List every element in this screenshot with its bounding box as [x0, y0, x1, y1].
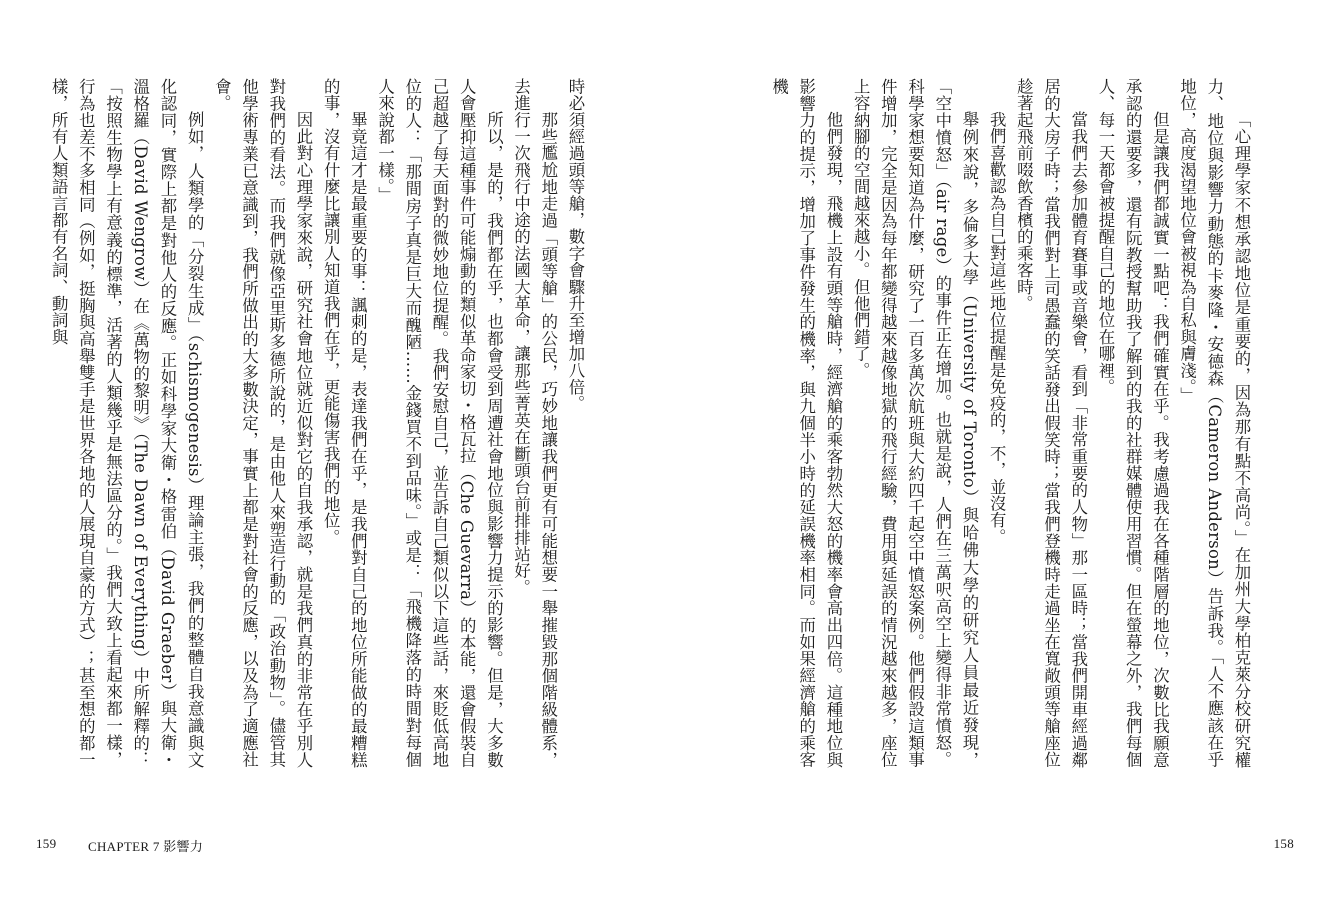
paragraph: 舉例來說，多倫多大學（University of Toronto）與哈佛大學的研究人員最近發現，「空中憤怒」（air rage）的事件正在增加。也就是說，人們在三萬呎高空上變得非常憤怒。科學家想要知道為什麼，研究了一百多萬次航班與大約四千起空中憤怒案例。他們假設這類事件增加，完全是因為每年都變得越來越像地獄的飛行經驗，費用與延誤的情況越來越多，座位上容納腳的空間越來越小。但他們錯了。	[851, 78, 979, 768]
page-number: 158	[1273, 836, 1294, 851]
paragraph: 時必須經過頭等艙，數字會驟升至增加八倍。	[566, 78, 585, 412]
paragraph: 所以，是的，我們都在乎，也都會受到周遭社會地位與影響力提示的影響。但是，大多數人會壓抑這種事件可能煽動的類似革命家切・格瓦拉（Che Guevarra）的本能，還會假裝自己超越了每天面對的微妙地位提醒。我們安慰自己，並告訴自己類似以下這些話，來貶低高地位的人：「那間房子真是巨大而醜陋……金錢買不到品味。」或是：「飛機降落的時間對每個人來說都一樣。」	[375, 78, 504, 768]
left-page-body-text	[49, 78, 589, 768]
running-head: CHAPTER 7 影響力	[88, 839, 204, 854]
paragraph: 那些尷尬地走過「頭等艙」的公民，巧妙地讓我們更有可能想要一舉摧毀那個階級體系，去進行一次飛行中途的法國大革命，讓那些菁英在斷頭台前排排站好。	[511, 78, 558, 768]
paragraph: 他們發現，飛機上設有頭等艙時，經濟艙的乘客勃然大怒的機率會高出四倍。這種地位與影響力的提示，增加了事件發生的機率，與九個半小時的延誤機率相同。而如果經濟艙的乘客機	[769, 78, 843, 768]
right-page-body-text	[755, 78, 1255, 768]
paragraph: 「心理學家不想承認地位是重要的，因為那有點不高尚。」在加州大學柏克萊分校研究權力、地位與影響力動態的卡麥隆・安德森（Cameron Anderson）告訴我。「人不應該在乎地位，高度渴望地位會被視為自私與膚淺。」	[1177, 78, 1251, 768]
paragraph: 例如，人類學的「分裂生成」（schismogenesis）理論主張，我們的整體自我意識與文化認同，實際上都是對他人的反應。正如科學家大衛・格雷伯（David Graeber）與大衛・溫格羅（David Wengrow）在《萬物的黎明》（The Dawn of Everything）中所解釋的：「按照生物學上有意義的標準，活著的人類幾乎是無法區分的。」我們大致上看起來都一樣，行為也差不多相同（例如，挺胸與高舉雙手是世界各地的人展現自豪的方式）；甚至想的都一樣，所有人類語言都有名詞、動詞與	[49, 78, 205, 768]
paragraph: 因此對心理學家來說，研究社會地位就近似對它的自我承認，就是我們真的非常在乎別人對我們的看法。而我們就像亞里斯多德所說的，是由他人來塑造行動的「政治動物」。儘管其他學術專業已意識到，我們所做出的大多數決定，事實上都是對社會的反應，以及為了適應社會。	[212, 78, 313, 768]
right-page	[665, 0, 1330, 900]
paragraph: 當我們去參加體育賽事或音樂會，看到「非常重要的人物」那一區時；當我們開車經過鄰居的大房子時；當我們對上司愚蠢的笑話發出假笑時；當我們登機時走過坐在寬敞頭等艙座位趁著起飛前啜飲香檳的乘客時。	[1014, 78, 1088, 768]
paragraph: 但是讓我們都誠實一點吧：我們確實在乎。我考慮過我在各種階層的地位，次數比我願意承認的還要多，還有阮教授幫助我了解到的我的社群媒體使用習慣。但在螢幕之外，我們每個人、每一天都會被提醒自己的地位在哪裡。	[1095, 78, 1170, 768]
paragraph: 畢竟這才是最重要的事：諷刺的是，表達我們在乎，是我們對自己的地位所能做的最糟糕的事，沒有什麼比讓別人知道我們在乎，更能傷害我們的地位。	[321, 78, 368, 768]
page-number: 159	[36, 836, 57, 851]
paragraph: 我們喜歡認為自己對這些地位提醒是免疫的，不，並沒有。	[987, 110, 1007, 545]
